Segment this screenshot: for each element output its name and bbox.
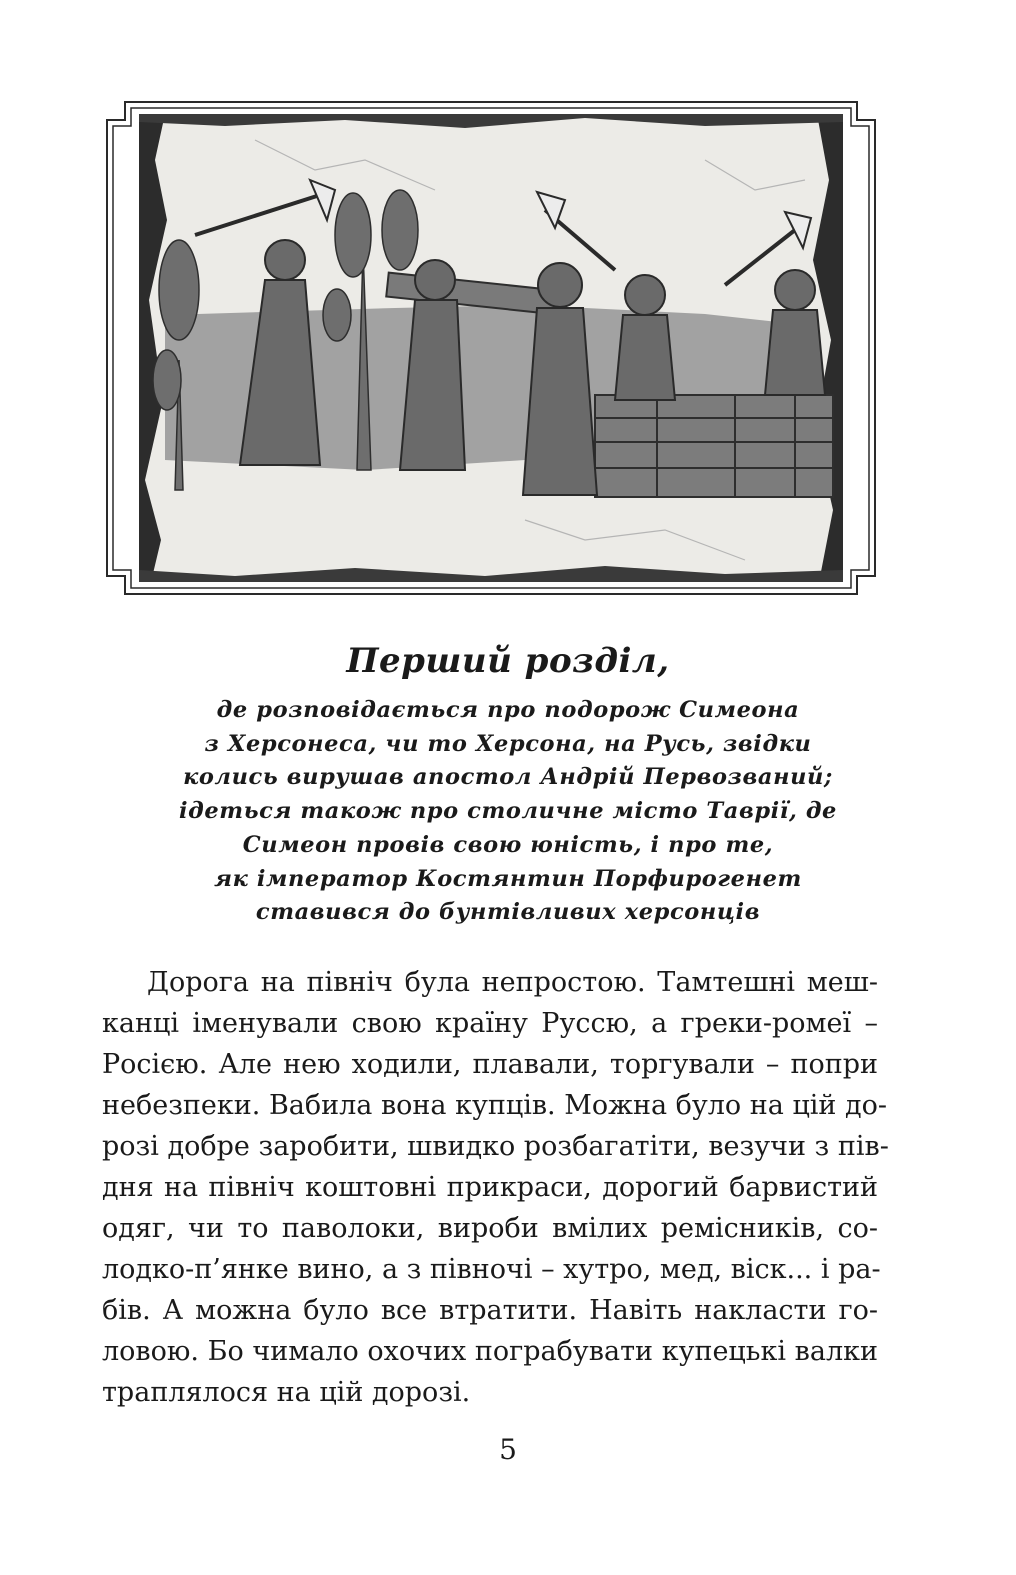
summary-line: як імператор Костянтин Порфирогенет — [214, 865, 802, 892]
body-line: бів. А можна було все втратити. Навіть накласти го- — [102, 1295, 878, 1326]
body-line: небезпеки. Вабила вона купців. Можна було на цій до- — [102, 1090, 888, 1121]
summary-line: де розповідається про подорож Симеона — [216, 697, 800, 723]
body-line: ловою. Бо чимало охочих пограбувати купецькі валки — [102, 1336, 878, 1367]
body-line: лодко-п’янке вино, а з півночі – хутро, мед, віск... і ра- — [102, 1254, 881, 1285]
plank-wall — [595, 395, 833, 497]
summary-line: з Херсонеса, чи то Херсона, на Русь, звідки — [204, 730, 812, 757]
summary-line: ідеться також про столичне місто Таврії, де — [179, 798, 837, 825]
body-paragraph — [102, 962, 889, 1413]
chapter-illustration — [105, 100, 877, 596]
chapter-summary — [150, 694, 866, 930]
illustration-drawing — [105, 100, 877, 596]
chapter-title: Перший розділ, — [346, 641, 670, 681]
page-number: 5 — [499, 1433, 517, 1466]
body-line: одяг, чи то паволоки, вироби вмілих ремісників, со- — [102, 1213, 878, 1244]
body-line: розі добре заробити, швидко розбагатіти, везучи з пів- — [102, 1131, 889, 1162]
summary-line: ставився до бунтівливих херсонців — [255, 899, 761, 926]
summary-line: колись вирушав апостол Андрій Первозваний; — [183, 764, 833, 791]
body-line: Дорога на північ була непростою. Тамтешні меш- — [147, 967, 878, 998]
body-line: дня на північ коштовні прикраси, дорогий барвистий — [102, 1172, 878, 1203]
body-line: канці іменували свою країну Руссю, а греки-ромеї – — [102, 1008, 878, 1039]
body-line: Росією. Але нею ходили, плавали, торгували – попри — [102, 1049, 878, 1080]
body-line: траплялося на цій дорозі. — [102, 1377, 471, 1408]
summary-line: Симеон провів свою юність, і про те, — [242, 831, 774, 858]
